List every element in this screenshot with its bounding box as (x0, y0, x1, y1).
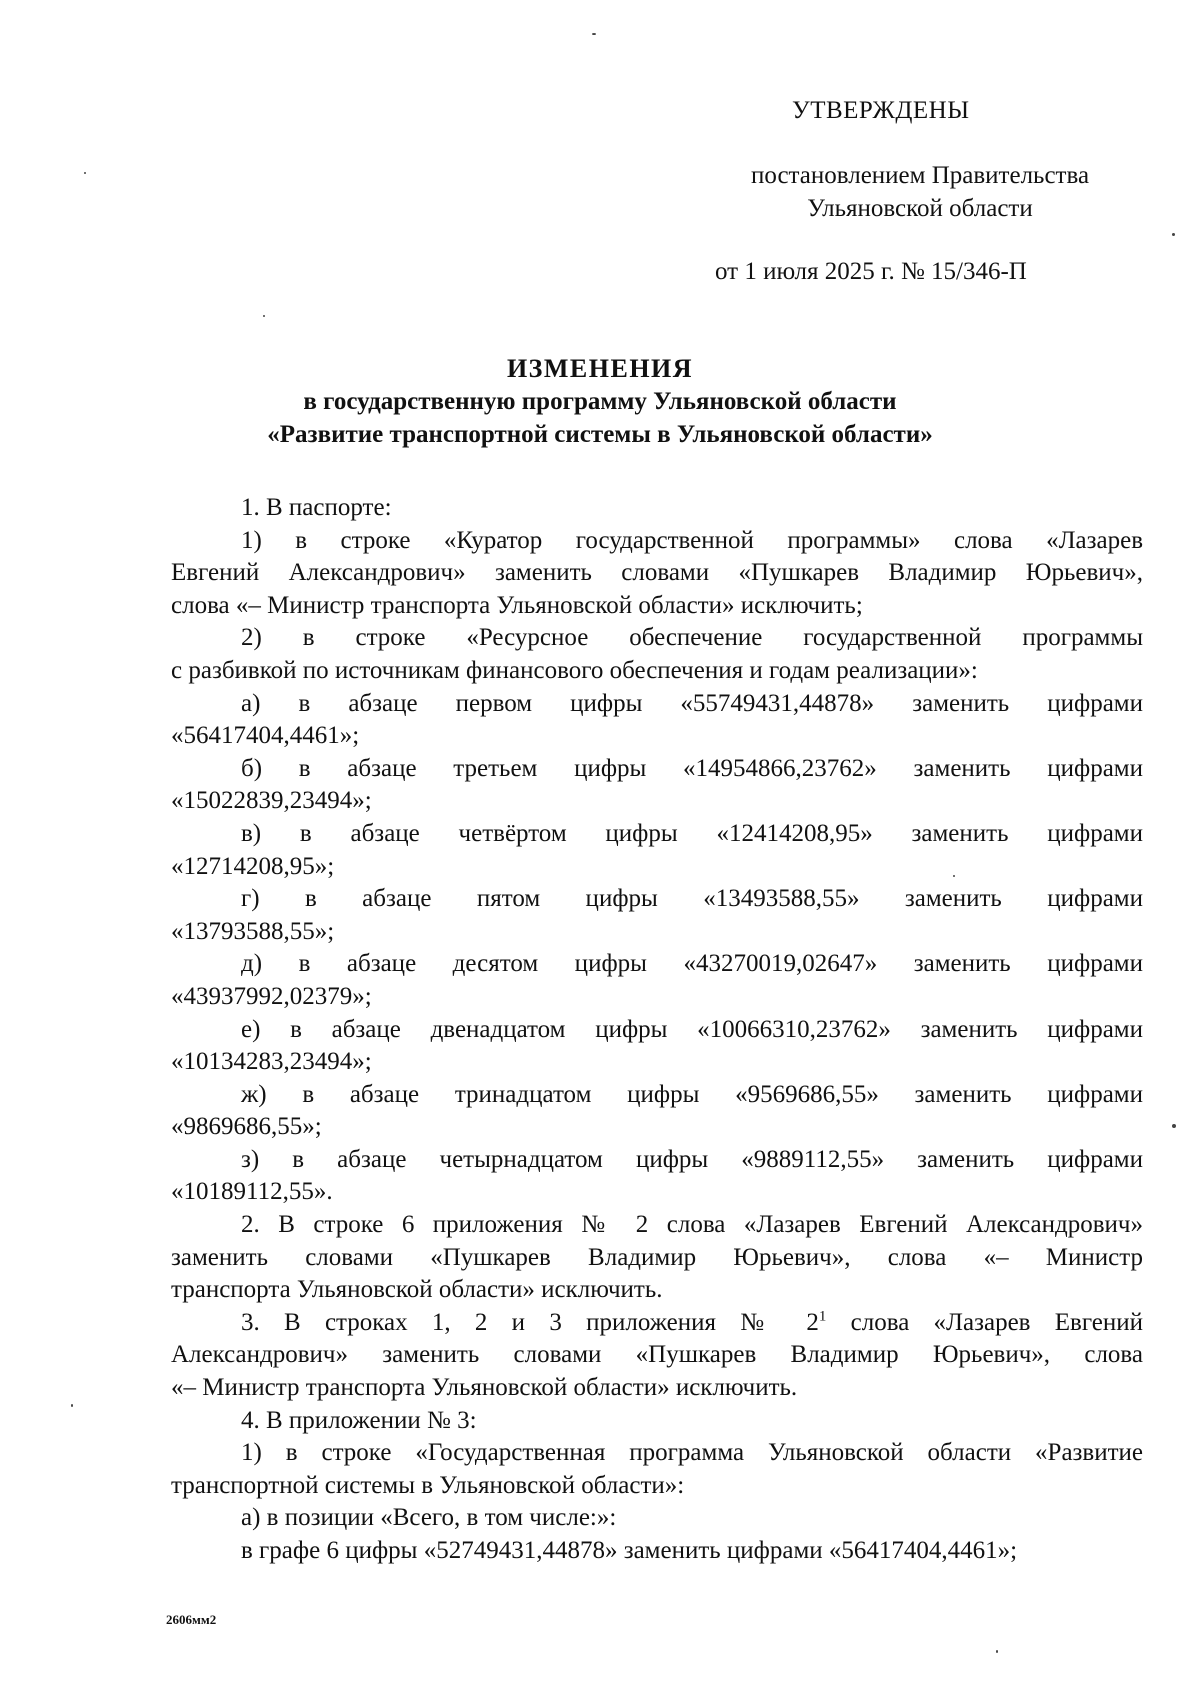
item-g-line-2: «13793588,55»; (171, 917, 335, 945)
paragraph-3-text-pre: 3. В строках 1, 2 и 3 приложения № 2 (241, 1308, 819, 1336)
item-e-line-1: е) в абзаце двенадцатом цифры «10066310,23762» заменить цифрами (241, 1015, 1143, 1043)
paragraph-4: 4. В приложении № 3: (241, 1406, 477, 1434)
scan-speck (1172, 1124, 1176, 1128)
paragraph-3-superscript: 1 (818, 1308, 827, 1325)
item-g-line-1: г) в абзаце пятом цифры «13493588,55» заменить цифрами (241, 885, 1143, 913)
item-v-line-2: «12714208,95»; (171, 852, 335, 880)
paragraph-4-1-line-3: а) в позиции «Всего, в том числе:»: (241, 1504, 617, 1532)
approval-line-2: Ульяновской области (807, 195, 1033, 222)
approved-label: УТВЕРЖДЕНЫ (792, 97, 970, 124)
approval-line-1: постановлением Правительства (750, 162, 1090, 189)
scan-speck (592, 33, 596, 35)
paragraph-4-1-line-2: транспортной системы в Ульяновской области»: (171, 1471, 685, 1499)
item-d-line-1: д) в абзаце десятом цифры «43270019,02647» заменить цифрами (241, 950, 1143, 978)
item-e-line-2: «10134283,23494»; (171, 1048, 372, 1076)
paragraph-3-line-3: «– Министр транспорта Ульяновской области» исключить. (171, 1374, 798, 1402)
item-zh-line-2: «9869686,55»; (171, 1113, 322, 1141)
scan-speck (263, 315, 265, 317)
paragraph-1: 1. В паспорте: (241, 494, 392, 521)
document-title (0, 352, 1200, 451)
paragraph-1-1-line-1: 1) в строке «Куратор государственной программы» слова «Лазарев (241, 526, 1143, 554)
item-b-line-2: «15022839,23494»; (171, 787, 372, 815)
scan-speck (84, 172, 86, 174)
document-body (171, 492, 1143, 1568)
paragraph-1-1-line-3: слова «– Министр транспорта Ульяновской области» исключить; (171, 591, 863, 619)
scan-speck (953, 875, 955, 877)
paragraph-4-1-line-4: в графе 6 цифры «52749431,44878» заменить цифрами «56417404,4461»; (241, 1537, 1018, 1564)
item-v-line-1: в) в абзаце четвёртом цифры «12414208,95» заменить цифрами (241, 819, 1143, 847)
scan-speck (71, 1404, 73, 1407)
title-line-3: «Развитие транспортной системы в Ульяновской области» (267, 421, 933, 448)
item-a-line-2: «56417404,4461»; (171, 722, 360, 750)
item-b-line-1: б) в абзаце третьем цифры «14954866,23762» заменить цифрами (241, 754, 1143, 782)
scan-speck (996, 1650, 998, 1653)
approval-block (700, 94, 1140, 288)
item-z-line-2: «10189112,55». (171, 1178, 333, 1206)
item-z-line-1: з) в абзаце четырнадцатом цифры «9889112,55» заменить цифрами (241, 1145, 1143, 1173)
approval-date-number: от 1 июля 2025 г. № 15/346-П (715, 258, 1027, 285)
item-zh-line-1: ж) в абзаце тринадцатом цифры «9569686,55» заменить цифрами (241, 1080, 1143, 1108)
paragraph-3-line-1 (171, 1307, 1143, 1340)
paragraph-1-2-line-1: 2) в строке «Ресурсное обеспечение государственной программы (241, 624, 1143, 652)
item-d-line-2: «43937992,02379»; (171, 982, 372, 1010)
footer-code: 2606мм2 (166, 1612, 217, 1627)
title-line-2: в государственную программу Ульяновской области (303, 388, 897, 415)
paragraph-1-2-line-2: с разбивкой по источникам финансового обеспечения и годам реализации»: (171, 656, 978, 684)
title-heading: ИЗМЕНЕНИЯ (506, 354, 694, 383)
item-a-line-1: а) в абзаце первом цифры «55749431,44878» заменить цифрами (241, 689, 1143, 717)
paragraph-3-text-post: слова «Лазарев Евгений (826, 1308, 1143, 1336)
paragraph-2-line-2: заменить словами «Пушкарев Владимир Юрьевич», слова «– Министр (171, 1243, 1143, 1271)
paragraph-1-1-line-2: Евгений Александрович» заменить словами «Пушкарев Владимир Юрьевич», (171, 559, 1143, 587)
paragraph-4-1-line-1: 1) в строке «Государственная программа Ульяновской области «Развитие (241, 1439, 1143, 1467)
paragraph-3-line-2: Александрович» заменить словами «Пушкарев Владимир Юрьевич», слова (171, 1341, 1143, 1369)
scan-speck (1172, 233, 1175, 236)
paragraph-2-line-1: 2. В строке 6 приложения № 2 слова «Лазарев Евгений Александрович» (241, 1211, 1143, 1239)
paragraph-2-line-3: транспорта Ульяновской области» исключить. (171, 1276, 663, 1304)
